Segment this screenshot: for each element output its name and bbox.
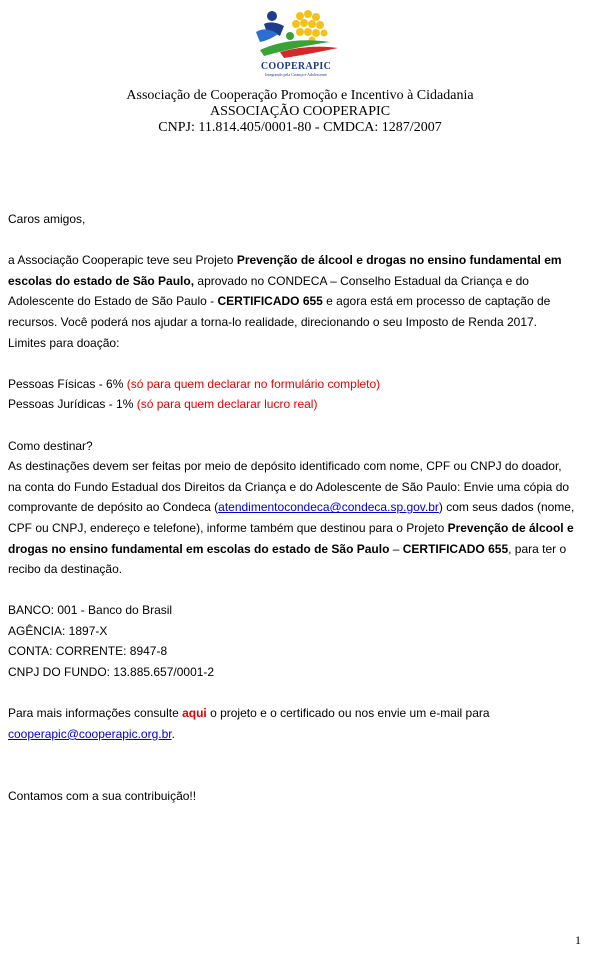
text-span: e agora está em processo de captação de recursos. Você poderá nos ajudar a torna-lo realidade, direcionando o seu Imposto de Renda 2017. (8, 294, 551, 329)
association-short-name: ASSOCIAÇÃO COOPERAPIC (209, 104, 391, 119)
registration-numbers: CNPJ: 11.814.405/0001-80 - CMDCA: 1287/2007 (158, 120, 442, 135)
text-span: Para mais informações consulte (8, 706, 183, 721)
text-span: aprovado no CONDECA – Conselho Estadual da Criança e do Adolescente do Estado de São Paulo - (8, 273, 529, 309)
more-info-paragraph (8, 703, 578, 744)
company-limit-label: Pessoas Jurídicas - 1% (8, 397, 137, 412)
text-span: . (171, 726, 175, 741)
letter-body (8, 209, 578, 806)
individual-limit-label: Pessoas Físicas - 6% (8, 376, 127, 391)
company-limit-note: (só para quem declarar lucro real) (136, 397, 318, 412)
logo-tagline: Integrando pela Criança e Adolescente (265, 72, 327, 77)
project-title: Prevenção de álcool e drogas no ensino fundamental em escolas do estado de São Paulo, (8, 253, 562, 288)
greeting: Caros amigos, (8, 212, 86, 226)
how-to-donate-heading: Como destinar? (8, 438, 93, 453)
page-number: 1 (575, 933, 581, 947)
account-line: CONTA: CORRENTE: 8947-8 (8, 644, 168, 659)
text-span: ) com seus dados (nome, CPF ou CNPJ, endereço e telefone), informe também que destinou para o Projeto (8, 500, 575, 535)
condeca-email-link[interactable]: atendimentocondeca@condeca.sp.gov.br (218, 500, 439, 515)
text-span: a Associação Cooperapic teve seu Projeto (8, 253, 237, 268)
project-paragraph (8, 250, 578, 332)
letterhead (0, 88, 600, 136)
cooperapic-logo (250, 6, 342, 78)
text-span: As destinações devem ser feitas por meio de depósito identificado com nome, CPF ou CNPJ do doador, na conta do Fundo Estadual dos Direitos da Criança e do Adolescente de São Paulo: Envie uma cópia do comprovante de depósito ao Condeca ( (8, 459, 570, 515)
instructions-paragraph (8, 456, 578, 580)
project-title: Prevenção de álcool e drogas no ensino fundamental em escolas do estado de São Paulo (8, 520, 574, 556)
association-name: Associação de Cooperação Promoção e Incentivo à Cidadania (126, 88, 474, 103)
text-span: o projeto e o certificado ou nos envie um e-mail para (206, 706, 490, 721)
cooperapic-email-link[interactable]: cooperapic@cooperapic.org.br (8, 726, 172, 741)
text-span: , para ter o recibo da destinação. (8, 541, 567, 577)
individual-limit-note: (só para quem declarar no formulário completo) (126, 376, 381, 391)
individual-limit (8, 374, 578, 395)
bank-line: BANCO: 001 - Banco do Brasil (8, 603, 173, 618)
certificate-label: CERTIFICADO 655 (402, 541, 509, 556)
certificate-label: CERTIFICADO 655 (217, 294, 323, 309)
logo-emblem-icon (250, 6, 342, 62)
agency-line: AGÊNCIA: 1897-X (8, 623, 108, 638)
logo-name: COOPERAPIC (260, 61, 332, 72)
fund-cnpj-line: CNPJ DO FUNDO: 13.885.657/0001-2 (8, 665, 215, 680)
closing-line: Contamos com a sua contribuição!! (8, 788, 197, 803)
donation-limits-heading: Limites para doação: (8, 335, 120, 350)
aqui-link[interactable]: aqui (182, 706, 207, 721)
company-limit (8, 394, 578, 415)
text-span: – (389, 541, 403, 556)
